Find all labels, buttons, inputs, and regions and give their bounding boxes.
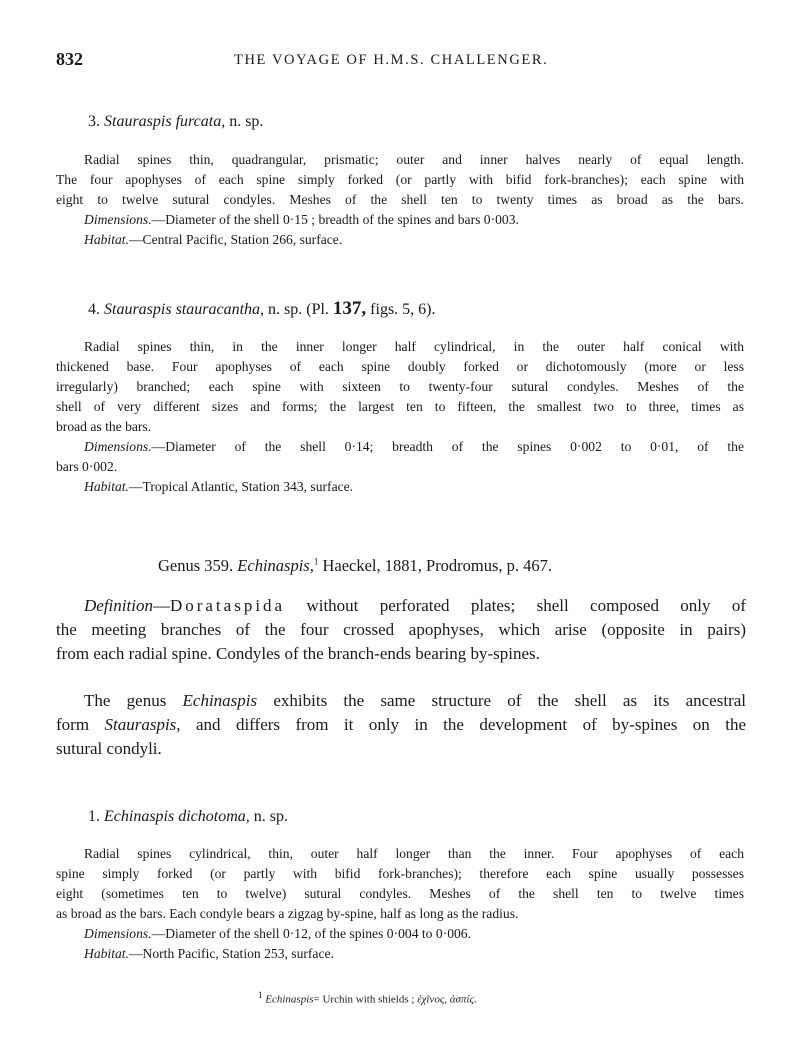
text-line: broad as the bars. — [56, 419, 152, 434]
text-line: eight (sometimes ten to twelve) sutural condyles. Meshes of the shell ten to twelve times — [56, 886, 744, 901]
species-heading — [88, 113, 263, 131]
dimensions-label: Dimensions. — [84, 212, 152, 227]
footnote-greek: ἐχῖνος, ἀσπίς. — [417, 993, 477, 1006]
habitat-label: Habitat. — [84, 232, 129, 247]
dimensions-line — [56, 210, 744, 230]
species-name: Echinaspis dichotoma, — [104, 808, 250, 825]
species-description — [56, 337, 744, 497]
habitat-line — [56, 477, 744, 497]
habitat-label: Habitat. — [84, 479, 129, 494]
genus-name-inline: Stauraspis, — [104, 715, 181, 734]
genus-name: Echinaspis, — [237, 556, 314, 575]
dimensions-text: —Diameter of the shell 0·12, of the spines 0·004 to 0·006. — [151, 926, 471, 941]
habitat-text: —Central Pacific, Station 266, surface. — [128, 232, 343, 247]
dimensions-label: Dimensions. — [84, 926, 152, 941]
habitat-line — [56, 944, 744, 964]
remark-text: exhibits the same structure of the shell as its ancestral — [273, 691, 746, 710]
text-line: shell of very different sizes and forms; the largest ten to fifteen, the smallest two to three, times as — [56, 399, 744, 414]
footnote-reference: 1 — [313, 556, 319, 567]
definition-dash: — — [152, 596, 170, 615]
species-description — [56, 150, 744, 250]
running-title: THE VOYAGE OF H.M.S. CHALLENGER. — [234, 52, 549, 68]
species-name: Stauraspis stauracantha, — [104, 301, 265, 318]
text-line: Radial spines cylindrical, thin, outer half longer than the inner. Four apophyses of each — [84, 846, 744, 861]
dimensions-text: —Diameter of the shell 0·14; breadth of the spines 0·002 to 0·01, of the — [151, 439, 744, 454]
genus-definition — [56, 594, 746, 666]
dimensions-label: Dimensions. — [84, 439, 152, 454]
text-line — [56, 594, 746, 618]
text-line: thickened base. Four apophyses of each spine doubly forked or dichotomously (more or less — [56, 359, 744, 374]
habitat-line — [56, 230, 744, 250]
species-designation: n. sp. — [253, 808, 288, 825]
species-number: 4. — [88, 301, 100, 318]
text-line — [56, 689, 746, 713]
text-line: from each radial spine. Condyles of the branch-ends bearing by-spines. — [56, 644, 540, 663]
dimensions-text: —Diameter of the shell 0·15 ; breadth of the spines and bars 0·003. — [151, 212, 519, 227]
figure-reference: figs. 5, 6). — [370, 301, 436, 318]
genus-number: Genus 359. — [158, 556, 234, 575]
text-line: Radial spines thin, quadrangular, prismatic; outer and inner halves nearly of equal length. — [84, 152, 744, 167]
text-line: spine simply forked (or partly with bifid fork-branches); therefore each spine usually possesses — [56, 866, 744, 881]
remark-text: form — [56, 715, 90, 734]
species-heading — [88, 298, 436, 320]
habitat-text: —North Pacific, Station 253, surface. — [128, 946, 334, 961]
species-number: 3. — [88, 113, 100, 130]
text-line: bars 0·002. — [56, 459, 118, 474]
plate-number: 137, — [332, 298, 367, 319]
habitat-label: Habitat. — [84, 946, 129, 961]
text-line: irregularly) branched; each spine with sixteen to twenty-four sutural condyles. Meshes of the — [56, 379, 744, 394]
remark-text: and differs from it only in the development of by-spines on the — [195, 715, 746, 734]
dimensions-line — [56, 924, 744, 944]
remark-text: The genus — [84, 691, 167, 710]
footnote-term: Echinaspis — [265, 993, 314, 1006]
habitat-text: —Tropical Atlantic, Station 343, surface. — [128, 479, 354, 494]
genus-heading — [158, 556, 552, 576]
definition-text: without perforated plates; shell composed only of — [306, 596, 747, 615]
genus-name-inline: Echinaspis — [182, 691, 258, 710]
species-description — [56, 844, 744, 964]
text-line: eight to twelve sutural condyles. Meshes of the shell ten to twenty times as broad as the bars. — [56, 192, 744, 207]
genus-remark — [56, 689, 746, 761]
text-line — [56, 713, 746, 737]
text-line: Radial spines thin, in the inner longer half cylindrical, in the outer half conical with — [84, 339, 744, 354]
group-name: Dorataspida — [169, 596, 286, 615]
footnote-text: = Urchin with shields ; — [313, 993, 415, 1006]
species-number: 1. — [88, 808, 100, 825]
species-designation: n. sp. — [229, 113, 264, 130]
text-line: as broad as the bars. Each condyle bears a zigzag by-spine, half as long as the radius. — [56, 906, 519, 921]
page-number: 832 — [56, 49, 83, 69]
species-designation: n. sp. (Pl. — [268, 301, 329, 318]
definition-label: Definition — [84, 596, 153, 615]
footnote — [258, 990, 477, 1006]
species-name: Stauraspis furcata, — [104, 113, 226, 130]
text-line: the meeting branches of the four crossed apophyses, which arise (opposite in pairs) — [56, 620, 746, 639]
species-heading — [88, 808, 288, 826]
genus-authority: Haeckel, 1881, Prodromus, p. 467. — [322, 556, 553, 575]
text-line: The four apophyses of each spine simply forked (or partly with bifid fork-branches); each spine with — [56, 172, 744, 187]
dimensions-line — [56, 437, 744, 457]
footnote-mark: 1 — [258, 990, 263, 1000]
text-line: sutural condyli. — [56, 739, 162, 758]
